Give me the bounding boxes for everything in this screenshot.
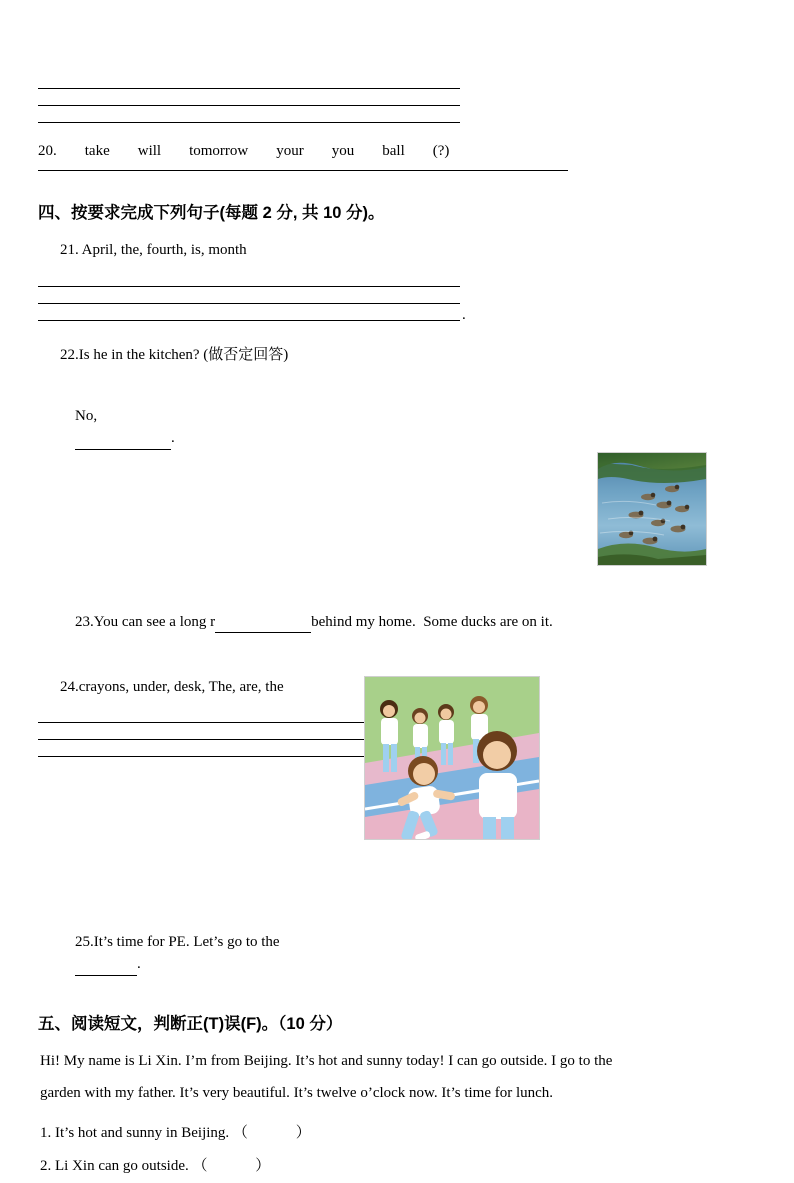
ducks-on-river-photo [597,452,707,566]
answer-rule [38,72,460,89]
q22-answer-blank[interactable] [75,436,171,450]
pe-class-graphic [365,677,539,839]
tf-item-1 [38,1117,756,1150]
tf-item-2-bracket-right: ） [255,1158,271,1174]
answer-rules-top [38,72,756,123]
q20-word-2: tomorrow [189,143,249,159]
q25-text-after: . [137,956,141,972]
question-20 [38,143,756,160]
section-five-heading: 五、阅读短文，判断正(T)误(F)。（10 分） [38,1015,343,1033]
reading-line-1: Hi! My name is Li Xin. I’m from Beijing. It’s hot and sunny today! I can go outside. I go to the [40,1053,613,1069]
tf-item-2-bracket-left: （ [192,1158,208,1174]
tf-item-1-bracket-right: ） [295,1125,311,1141]
question-21: 21. April, the, fourth, is, month [60,242,247,258]
q25-text-before: 25.It’s time for PE. Let’s go to the [75,933,280,950]
ducks-photo-graphic [598,453,706,565]
tf-item-1-text: 1. It’s hot and sunny in Beijing. [40,1125,230,1141]
q20-word-5: ball [382,143,405,159]
question-24: 24.crayons, under, desk, The, are, the [60,678,284,695]
q23-text-after: behind my home. Some ducks are on it. [311,613,553,630]
question-20-number: 20. [38,143,57,159]
tf-item-2-text: 2. Li Xin can go outside. [40,1158,189,1174]
q25-blank[interactable] [75,962,137,976]
q20-word-0: take [84,143,110,159]
q20-word-6: (?) [432,143,450,159]
tf-item-2 [38,1150,756,1183]
question-22: 22.Is he in the kitchen? (做否定回答) [60,346,289,363]
answer-rule [38,287,460,304]
question-25 [38,908,756,998]
q20-word-3: your [276,143,304,159]
reading-passage [38,1046,756,1109]
students-pe-class-illustration [364,676,540,840]
q22-answer-prefix: No, [75,407,98,424]
section-four-heading: 四、按要求完成下列句子(每题 2 分, 共 10 分)。 [38,204,385,222]
answer-rule [38,89,460,106]
answer-rule [38,304,460,321]
q21-period: . [462,306,466,323]
q23-blank[interactable] [215,619,311,633]
answer-rule [38,106,460,123]
question-23 [38,588,756,656]
q23-text-before: 23.You can see a long r [75,613,216,630]
answer-rule [38,270,460,287]
q20-word-4: you [331,143,355,159]
q22-answer-suffix: . [171,430,175,446]
reading-line-2: garden with my father. It’s very beautiful. It’s twelve o’clock now. It’s time for lunch. [40,1084,554,1101]
q20-word-1: will [137,143,162,159]
tf-item-1-bracket-left: （ [232,1125,248,1141]
